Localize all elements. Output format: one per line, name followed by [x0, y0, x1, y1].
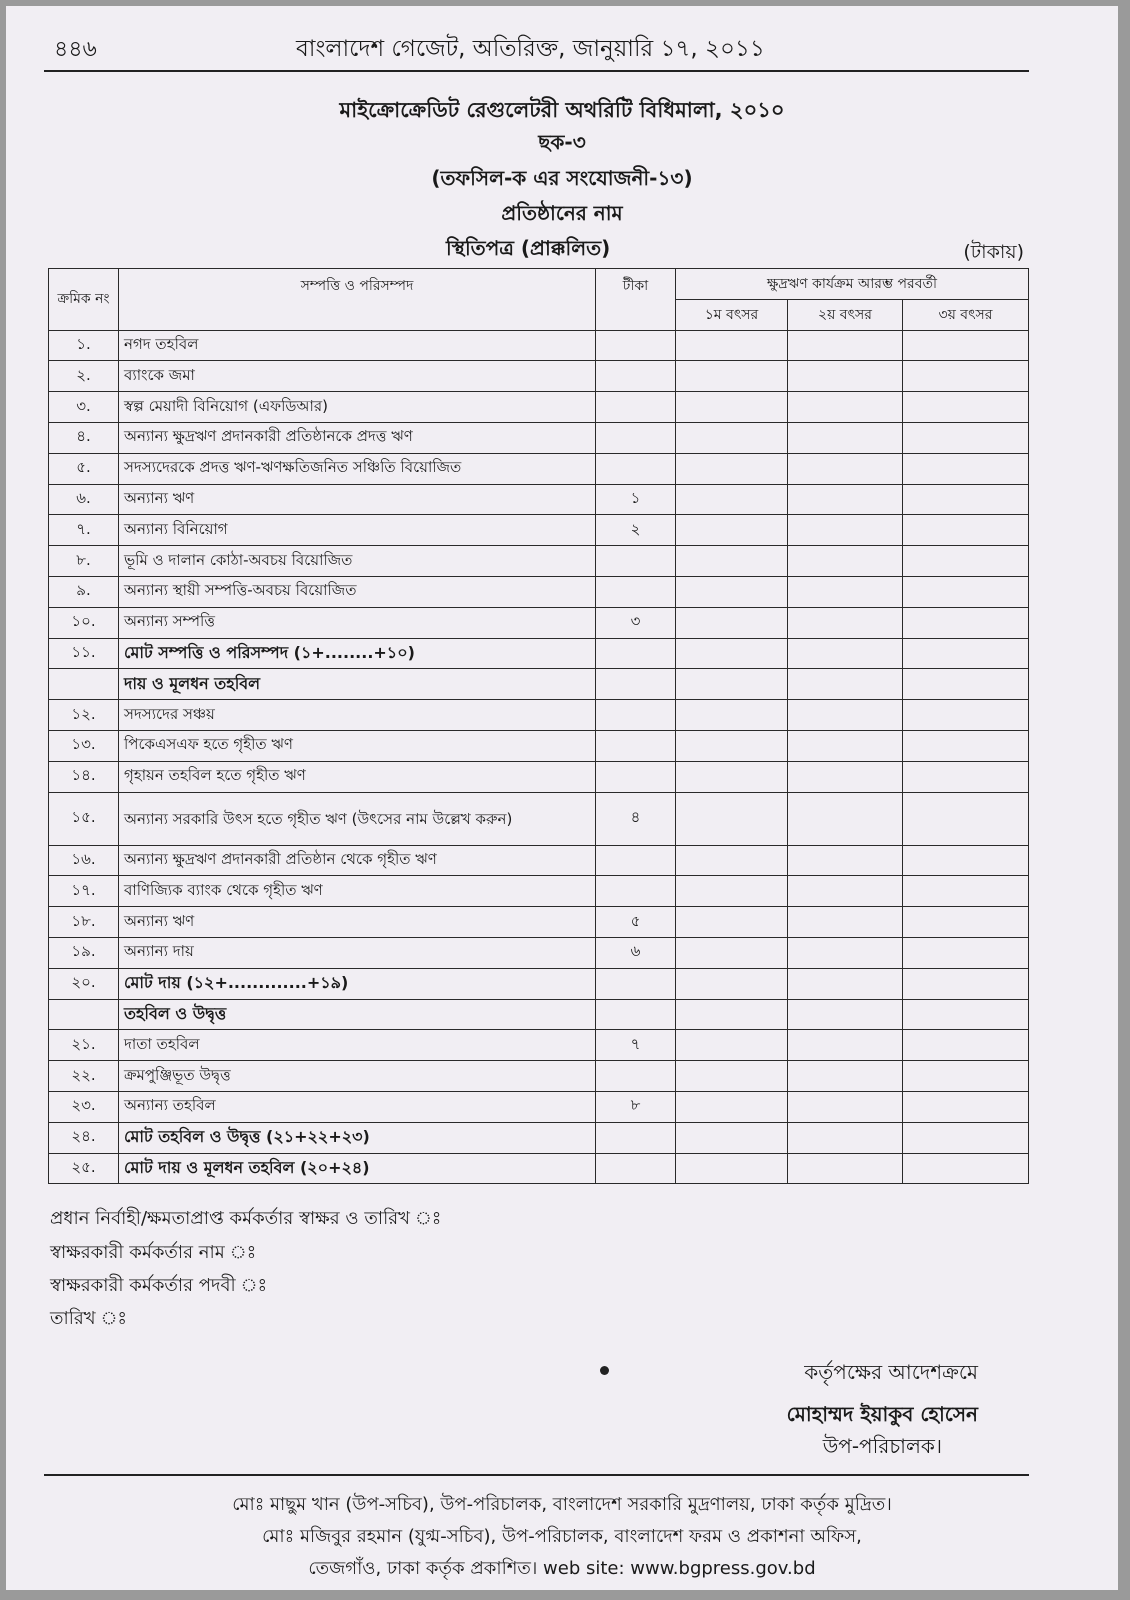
row-year1-value [676, 999, 788, 1030]
row-note [596, 453, 676, 484]
balance-sheet-table [48, 268, 1029, 1184]
row-note [596, 1061, 676, 1092]
officer-designation: উপ-পরিচালক। [822, 1434, 942, 1458]
row-serial: ১২. [49, 700, 119, 731]
row-year2-value [788, 845, 903, 876]
row-note: ৭ [596, 1030, 676, 1061]
row-serial: ৪. [49, 422, 119, 453]
row-year1-value [676, 638, 788, 669]
row-year1-value [676, 1122, 788, 1153]
row-serial: ১৯. [49, 937, 119, 968]
row-note [596, 730, 676, 761]
table-row [49, 453, 1029, 484]
footer-publisher-line: মোঃ মজিবুর রহমান (যুগ্ম-সচিব), উপ-পরিচালক, বাংলাদেশ ফরম ও প্রকাশনা অফিস, [262, 1526, 862, 1547]
row-year3-value [903, 1122, 1029, 1153]
row-serial: ২৫. [49, 1153, 119, 1184]
row-year3-value [903, 422, 1029, 453]
row-serial: ৬. [49, 484, 119, 515]
row-year3-value [903, 907, 1029, 938]
row-year1-value [676, 845, 788, 876]
table-row [49, 638, 1029, 669]
row-serial: ১০. [49, 607, 119, 638]
row-serial: ২১. [49, 1030, 119, 1061]
row-note: ১ [596, 484, 676, 515]
row-serial: ১১. [49, 638, 119, 669]
row-year2-value [788, 607, 903, 638]
table-row [49, 845, 1029, 876]
row-note: ৪ [596, 792, 676, 845]
row-year3-value [903, 876, 1029, 907]
row-year1-value [676, 792, 788, 845]
row-description: পিকেএসএফ হতে গৃহীত ঋণ [119, 730, 596, 761]
row-description: সদস্যদের সঞ্চয় [119, 700, 596, 731]
col-year3-header: ৩য় বৎসর [903, 299, 1029, 330]
row-description: অন্যান্য সম্পত্তি [119, 607, 596, 638]
row-year1-value [676, 484, 788, 515]
table-row [49, 484, 1029, 515]
row-description: ক্রমপুঞ্জিভূত উদ্বৃত্ত [119, 1061, 596, 1092]
row-description: অন্যান্য স্থায়ী সম্পত্তি-অবচয় বিয়োজিত [119, 576, 596, 607]
signer-designation-line: স্বাক্ষরকারী কর্মকর্তার পদবী ঃ [50, 1275, 268, 1296]
row-description: নগদ তহবিল [119, 330, 596, 361]
row-year3-value [903, 968, 1029, 999]
date-line: তারিখ ঃ [50, 1308, 128, 1329]
table-row [49, 700, 1029, 731]
row-serial: ১. [49, 330, 119, 361]
row-year3-value [903, 792, 1029, 845]
row-year3-value [903, 937, 1029, 968]
org-name-label: প্রতিষ্ঠানের নাম [501, 201, 623, 225]
row-year2-value [788, 792, 903, 845]
row-year3-value [903, 999, 1029, 1030]
row-note [596, 1122, 676, 1153]
by-order-text: কর্তৃপক্ষের আদেশক্রমে [804, 1360, 978, 1384]
row-year1-value [676, 515, 788, 546]
row-year2-value [788, 392, 903, 423]
rule-title: মাইক্রোক্রেডিট রেগুলেটরী অথরিটি বিধিমালা, ২০১০ [339, 98, 785, 122]
page-header [46, 28, 1046, 68]
row-note [596, 392, 676, 423]
row-year2-value [788, 484, 903, 515]
table-row [49, 1153, 1029, 1184]
row-serial [49, 669, 119, 700]
row-year2-value [788, 515, 903, 546]
table-row [49, 422, 1029, 453]
row-serial: ৩. [49, 392, 119, 423]
row-year1-value [676, 876, 788, 907]
row-year1-value [676, 1091, 788, 1122]
row-note: ২ [596, 515, 676, 546]
row-year1-value [676, 546, 788, 577]
row-year1-value [676, 937, 788, 968]
table-row [49, 792, 1029, 845]
row-year2-value [788, 361, 903, 392]
row-description: অন্যান্য তহবিল [119, 1091, 596, 1122]
col-year2-header: ২য় বৎসর [788, 299, 903, 330]
row-year3-value [903, 607, 1029, 638]
gazette-page [6, 6, 1118, 1590]
row-year3-value [903, 361, 1029, 392]
footer-website-line: তেজগাঁও, ঢাকা কর্তৃক প্রকাশিত। web site: www.bgpress.gov.bd [308, 1558, 816, 1579]
table-row [49, 361, 1029, 392]
row-year1-value [676, 1153, 788, 1184]
row-description: অন্যান্য ক্ষুদ্রঋণ প্রদানকারী প্রতিষ্ঠানকে প্রদত্ত ঋণ [119, 422, 596, 453]
row-note: ৮ [596, 1091, 676, 1122]
unit-label: (টাকায়) [963, 241, 1024, 263]
row-year3-value [903, 1091, 1029, 1122]
row-year2-value [788, 761, 903, 792]
row-year2-value [788, 1091, 903, 1122]
row-year1-value [676, 669, 788, 700]
row-year3-value [903, 730, 1029, 761]
row-year3-value [903, 392, 1029, 423]
row-description: মোট তহবিল ও উদ্বৃত্ত (২১+২২+২৩) [119, 1122, 596, 1153]
row-serial: ৮. [49, 546, 119, 577]
signer-name-line: স্বাক্ষরকারী কর্মকর্তার নাম ঃ [50, 1242, 257, 1263]
row-year2-value [788, 968, 903, 999]
row-year1-value [676, 1061, 788, 1092]
row-year1-value [676, 730, 788, 761]
officer-name: মোহাম্মদ ইয়াকুব হোসেন [786, 1402, 978, 1426]
row-description: অন্যান্য ঋণ [119, 907, 596, 938]
row-year1-value [676, 907, 788, 938]
row-year1-value [676, 392, 788, 423]
row-year2-value [788, 546, 903, 577]
row-description: দাতা তহবিল [119, 1030, 596, 1061]
header-rule [44, 70, 1029, 72]
row-year1-value [676, 422, 788, 453]
col-taka-header: টীকা [596, 269, 676, 331]
col-serial-header: ক্রমিক নং [49, 269, 119, 331]
row-year2-value [788, 638, 903, 669]
footer-printer-line: মোঃ মাছুম খান (উপ-সচিব), উপ-পরিচালক, বাংলাদেশ সরকারি মুদ্রণালয়, ঢাকা কর্তৃক মুদ্রিত। [232, 1494, 892, 1515]
row-description: গৃহায়ন তহবিল হতে গৃহীত ঋণ [119, 761, 596, 792]
table-row [49, 669, 1029, 700]
row-serial: ২. [49, 361, 119, 392]
row-note [596, 999, 676, 1030]
row-year2-value [788, 907, 903, 938]
row-year1-value [676, 761, 788, 792]
row-year3-value [903, 638, 1029, 669]
row-year3-value [903, 515, 1029, 546]
row-description: স্বল্প মেয়াদী বিনিয়োগ (এফডিআর) [119, 392, 596, 423]
row-year1-value [676, 576, 788, 607]
row-year3-value [903, 700, 1029, 731]
table-row [49, 330, 1029, 361]
row-description: মোট দায় (১২+.............+১৯) [119, 968, 596, 999]
row-serial: ৫. [49, 453, 119, 484]
row-note: ৬ [596, 937, 676, 968]
row-serial: ১৫. [49, 792, 119, 845]
statement-title: স্থিতিপত্র (প্রাক্কলিত) [446, 236, 611, 260]
annex-title: (তফসিল-ক এর সংযোজনী-১৩) [431, 166, 693, 190]
row-year1-value [676, 968, 788, 999]
col-program-header: ক্ষুদ্রঋণ কার্যক্রম আরম্ভ পরবর্তী [676, 269, 1029, 300]
row-year2-value [788, 999, 903, 1030]
table-row [49, 907, 1029, 938]
row-description: মোট দায় ও মূলধন তহবিল (২০+২৪) [119, 1153, 596, 1184]
row-year3-value [903, 546, 1029, 577]
row-serial: ১৭. [49, 876, 119, 907]
gazette-title: বাংলাদেশ গেজেট, অতিরিক্ত, জানুয়ারি ১৭, ২০১১ [296, 36, 765, 62]
row-description: অন্যান্য সরকারি উৎস হতে গৃহীত ঋণ (উৎসের নাম উল্লেখ করুন) [119, 792, 596, 845]
row-note [596, 576, 676, 607]
row-description: তহবিল ও উদ্বৃত্ত [119, 999, 596, 1030]
row-note [596, 422, 676, 453]
col-assets-header: সম্পত্তি ও পরিসম্পদ [119, 269, 596, 331]
row-serial: ২৪. [49, 1122, 119, 1153]
row-note [596, 1153, 676, 1184]
row-year3-value [903, 484, 1029, 515]
table-row [49, 515, 1029, 546]
row-serial: ২৩. [49, 1091, 119, 1122]
row-description: অন্যান্য ঋণ [119, 484, 596, 515]
row-year1-value [676, 607, 788, 638]
table-row [49, 1061, 1029, 1092]
row-year2-value [788, 422, 903, 453]
table-row [49, 607, 1029, 638]
table-row [49, 968, 1029, 999]
row-description: মোট সম্পত্তি ও পরিসম্পদ (১+........+১০) [119, 638, 596, 669]
row-description: দায় ও মূলধন তহবিল [119, 669, 596, 700]
row-year1-value [676, 1030, 788, 1061]
table-row [49, 937, 1029, 968]
table-row [49, 876, 1029, 907]
row-year2-value [788, 453, 903, 484]
table-row [49, 1122, 1029, 1153]
row-note [596, 845, 676, 876]
row-serial: ১৮. [49, 907, 119, 938]
row-year3-value [903, 845, 1029, 876]
row-note [596, 669, 676, 700]
table-row [49, 730, 1029, 761]
row-year1-value [676, 700, 788, 731]
table-row [49, 1030, 1029, 1061]
row-year3-value [903, 1061, 1029, 1092]
row-note [596, 876, 676, 907]
table-row [49, 999, 1029, 1030]
row-year2-value [788, 1122, 903, 1153]
row-year3-value [903, 761, 1029, 792]
row-year1-value [676, 453, 788, 484]
row-note [596, 968, 676, 999]
row-note [596, 546, 676, 577]
col-year1-header: ১ম বৎসর [676, 299, 788, 330]
bullet-dot [600, 1366, 609, 1375]
row-serial: ৯. [49, 576, 119, 607]
table-row [49, 1091, 1029, 1122]
row-description: বাণিজ্যিক ব্যাংক থেকে গৃহীত ঋণ [119, 876, 596, 907]
row-description: অন্যান্য বিনিয়োগ [119, 515, 596, 546]
row-serial: ২২. [49, 1061, 119, 1092]
row-note [596, 330, 676, 361]
row-description: অন্যান্য ক্ষুদ্রঋণ প্রদানকারী প্রতিষ্ঠান থেকে গৃহীত ঋণ [119, 845, 596, 876]
row-year2-value [788, 576, 903, 607]
row-year2-value [788, 1030, 903, 1061]
page-number: ৪৪৬ [54, 37, 97, 62]
row-serial: ১৩. [49, 730, 119, 761]
row-year2-value [788, 669, 903, 700]
row-year2-value [788, 1061, 903, 1092]
row-description: সদস্যদেরকে প্রদত্ত ঋণ-ঋণক্ষতিজনিত সঞ্চিতি বিয়োজিত [119, 453, 596, 484]
row-note [596, 638, 676, 669]
row-note [596, 361, 676, 392]
signature-line: প্রধান নির্বাহী/ক্ষমতাপ্রাপ্ত কর্মকর্তার স্বাক্ষর ও তারিখ ঃ [50, 1208, 442, 1229]
row-year3-value [903, 453, 1029, 484]
row-note [596, 700, 676, 731]
table-row [49, 576, 1029, 607]
row-year2-value [788, 730, 903, 761]
table-row [49, 546, 1029, 577]
table-row [49, 392, 1029, 423]
row-year3-value [903, 330, 1029, 361]
row-year2-value [788, 330, 903, 361]
row-note: ৫ [596, 907, 676, 938]
row-year3-value [903, 669, 1029, 700]
row-year2-value [788, 700, 903, 731]
row-serial: ১৬. [49, 845, 119, 876]
row-description: ব্যাংকে জমা [119, 361, 596, 392]
row-serial: ৭. [49, 515, 119, 546]
row-year3-value [903, 1030, 1029, 1061]
row-description: অন্যান্য দায় [119, 937, 596, 968]
table-row [49, 761, 1029, 792]
row-year3-value [903, 1153, 1029, 1184]
row-year3-value [903, 576, 1029, 607]
chart-number: ছক-৩ [538, 130, 586, 154]
row-year1-value [676, 330, 788, 361]
row-year2-value [788, 876, 903, 907]
row-description: ভূমি ও দালান কোঠা-অবচয় বিয়োজিত [119, 546, 596, 577]
row-year1-value [676, 361, 788, 392]
row-note [596, 761, 676, 792]
row-year2-value [788, 937, 903, 968]
row-serial [49, 999, 119, 1030]
footer-rule [44, 1474, 1029, 1476]
row-serial: ১৪. [49, 761, 119, 792]
row-year2-value [788, 1153, 903, 1184]
row-note: ৩ [596, 607, 676, 638]
row-serial: ২০. [49, 968, 119, 999]
